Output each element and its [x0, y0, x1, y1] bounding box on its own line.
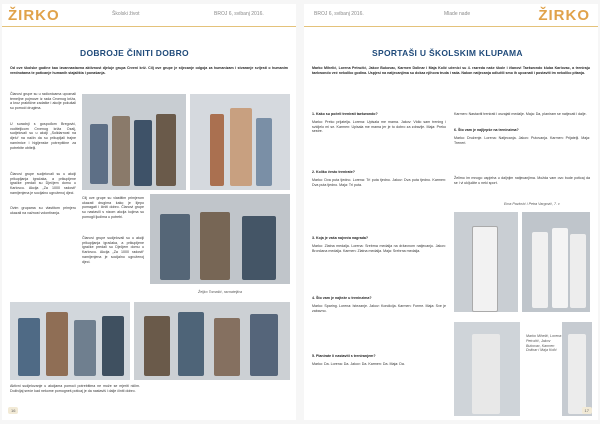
group-photo-5	[134, 302, 290, 380]
group-photo-1	[82, 94, 186, 190]
sports-photo-3	[454, 322, 520, 416]
photo-caption: Marko Mihelić, Lorena Petručić, Jakov Bukovac, Karmen Dolinar i Maja Kolić	[526, 334, 562, 353]
answer-2: Marko: Dva puta tjedno. Lorena: Tri puta tjedno. Jakov: Dva puta tjedno. Karmen: Dva puta tjedno. Maja: Tri puta.	[312, 178, 446, 187]
page-number: 16	[8, 407, 18, 414]
section-label: Mlade nade	[444, 11, 471, 17]
question-2: 2. Koliko često trenirate?	[312, 170, 355, 174]
article-title: DOBROJE ČINITI DOBRO	[80, 48, 189, 58]
column-2-text: Karmen: Nastaviti trenirati i osvajati medalje. Maja: Da, planiram se natjecati i dalje.	[454, 112, 587, 116]
answer-4: Marko: Sparing. Lorena: Istezanje. Jakov: Kondicija. Karmen: Forme. Maja: Sve je zabavno.	[312, 304, 446, 313]
question-3: 3. Koja je vaša najveća nagrada?	[312, 236, 369, 240]
intro-text: Od ove školske godine kao izvannastavna aktivnost djeluje grupa Crveni križ. Cilj ove grupe je stjecanje odgoja za humanizam i stvaranje svijesti o humanim vrednotama te poticanje humanih stajališta i ponašanja.	[10, 66, 288, 75]
issue-label: BROJ 6, svibanj 2016.	[214, 11, 264, 17]
question-1: 1. Kako su počeli trenirati taekwondo?	[312, 112, 378, 116]
right-page	[304, 4, 598, 420]
left-page	[2, 4, 296, 420]
answer-5: Marko: Da. Lorena: Da. Jakov: Da. Karmen: Da. Maja: Da.	[312, 362, 405, 366]
paragraph-4: Ovim grupama su vlastitom primjeru ukazali na važnost volontiranja.	[10, 206, 76, 215]
answer-1: Marko: Preko prijatelja. Lorena: Upisala me mama. Jakov: Vidio sam trening i svidjelo mi se. Karmen: Upisala me mama jer je to dobro za zdravlje. Maja: Preko sestre.	[312, 120, 446, 134]
column-2-text-b: Članovi grupe sudjelovali su u akciji prikupljanja igračaka, a prikupljene igračke predali su Dječjem domu u Karlovcu. Akcija „Za 1000 radosti“ namijenjena je socijalno ugroženoj djeci.	[82, 236, 144, 264]
section-label: Školski život	[112, 11, 140, 17]
question-4: 4. Što vam je najteže u treninzima?	[312, 296, 372, 300]
left-header	[2, 4, 296, 27]
group-photo-4	[10, 302, 130, 380]
signature: Ema Pavlović i Petra Vargović, 7. c	[504, 202, 560, 206]
sports-photo-4	[562, 322, 592, 416]
logo: ŽIRKO	[8, 7, 60, 24]
question-5: 5. Planirate li nastaviti s treniranjem?	[312, 354, 376, 358]
closing-text: Aktivni sudjelovanje u akcijama pomoći potrebitima ne može se mjeriti ničim. Doživljaj sreće kad nekome pomogneš poticaj je da nastaviš i dalje činiti dobro.	[10, 384, 140, 393]
answer-3: Marko: Zlatna medalja. Lorena: Srebrna medalja na državnom natjecanju. Jakov: Brončana medalja. Karmen: Zlatna medalja. Maja: Srebrna medalja.	[312, 244, 446, 253]
paragraph-1: Članovi grupe su u radionicama upoznali temeljne pojmove iz rada Crvenog križa, a kroz praktične zadatke i akcije pokušali su pomoći drugima.	[10, 92, 76, 111]
group-photo-2	[190, 94, 290, 190]
answer-6: Marko: Druženje. Lorena: Natjecanja. Jakov: Putovanja. Karmen: Prijatelji. Maja: Treneri.	[454, 136, 590, 145]
issue-label: BROJ 6, svibanj 2016.	[314, 11, 364, 17]
logo: ŽIRKO	[538, 7, 590, 24]
outro-text: Želimo im mnogo uspjeha u daljnjim natjecanjima. Možda vam ovo bude poticaj da se i vi uključite u neki sport.	[454, 176, 590, 185]
question-6: 6. Što vam je najljepše na treninzima?	[454, 128, 519, 132]
intro-text: Marko Mihelić, Lorena Petručić, Jakov Bukovac, Karmen Dolinar i Maja Kolić učenici su 4. razreda naše škole i članovi Taekwondo kluba Karlovac, a treniraju taekwondo već nekoliko godina. Uspjesi na natjecanjima su dokaz njihova truda i rada. Nakon natjecanja odlučili smo ih upoznati i postaviti im nekoliko pitanja.	[312, 66, 590, 75]
sports-photo-1	[454, 212, 518, 312]
article-title: SPORTAŠI U ŠKOLSKIM KLUPAMA	[372, 48, 523, 58]
paragraph-3: Članovi grupe sudjelovali su u akciji prikupljanja igračaka, a prikupljene igračke predali su Dječjem domu u Karlovcu. Akcija „Za 1000 radosti“ namijenjena je socijalno ugroženoj djeci.	[10, 172, 76, 195]
group-photo-3	[150, 194, 290, 284]
sports-photo-2	[522, 212, 590, 312]
photo-caption: Željko Tomašić, ravnateljica	[198, 290, 243, 294]
column-2-text: Cilj ove grupe su vlastitim primjerom ukazati drugima kako je lijepo pomagati i činiti dobro. Članovi grupe su nastavili s nizom akcija kojima su pomogli ljudima u potrebi.	[82, 196, 144, 219]
right-header	[304, 4, 598, 27]
paragraph-2: U suradnji s gospođom Bregović, voditeljicom Crvenog križa Ozalj, sudjelovali su u akciji „Solidarnost na djelu“ na način da su prikupljali trajne namirnice i higijenske potrepštine za potrebite obitelji.	[10, 122, 76, 150]
page-number: 17	[582, 407, 592, 414]
